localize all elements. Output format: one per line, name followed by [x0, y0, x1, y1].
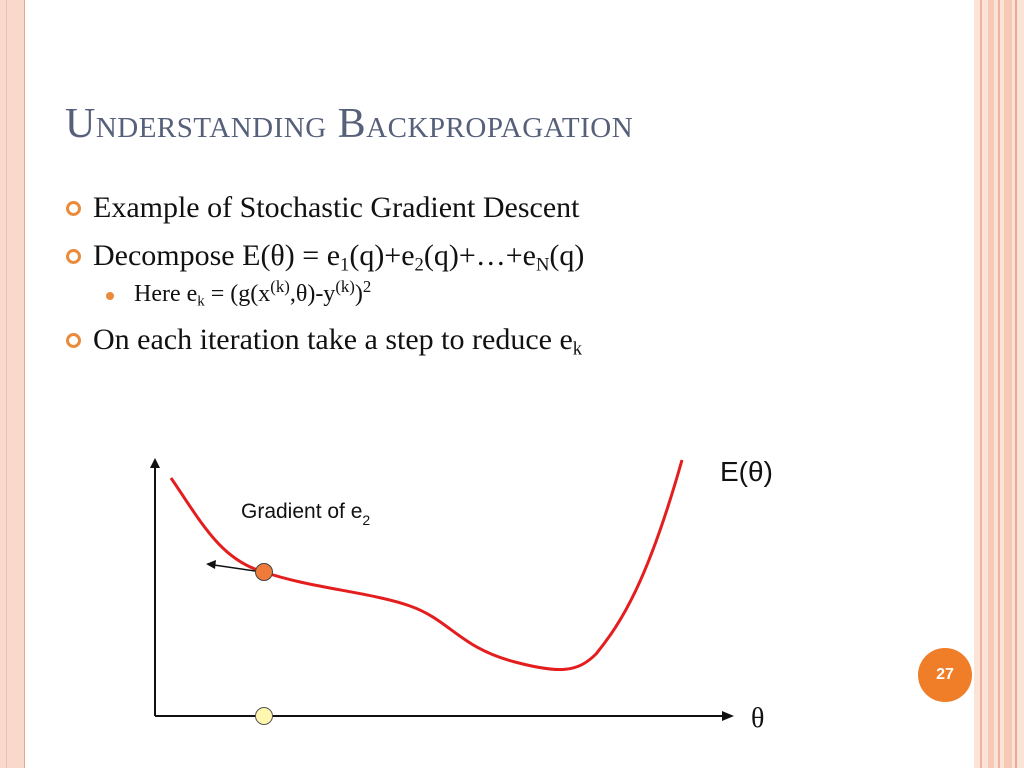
subscript: 1: [340, 254, 350, 276]
current-point-on-curve: [256, 564, 273, 581]
gradient-label: Gradient of $e_2$: [241, 500, 371, 528]
subscript: N: [535, 254, 550, 276]
x-axis-label: θ: [751, 703, 765, 734]
superscript: 2: [362, 276, 372, 296]
bullet-text: (q)+e: [349, 239, 415, 272]
curve-label: E(θ): [720, 456, 773, 487]
slide-title: Understanding Backpropagation: [65, 101, 634, 147]
superscript: (k): [335, 276, 355, 296]
subscript: 2: [414, 254, 424, 276]
bullet-text: ): [354, 281, 363, 307]
current-point-on-axis: [256, 708, 273, 725]
subscript: k: [572, 338, 583, 360]
bullet-text: On each iteration take a step to reduce e: [93, 323, 573, 356]
x-axis-arrowhead-icon: [722, 711, 734, 721]
subscript: k: [197, 293, 205, 310]
y-axis-arrowhead-icon: [150, 458, 160, 468]
bullet-text: (q)+…+e: [423, 239, 536, 272]
bullet-text: Example of Stochastic Gradient Descent: [93, 191, 580, 224]
superscript: (k): [270, 276, 290, 296]
gradient-arrowhead-icon: [206, 560, 216, 569]
bullet-text: = (g(x: [204, 281, 271, 307]
bullet-text: Decompose E(θ) = e: [93, 239, 341, 272]
error-curve: [171, 460, 682, 670]
bullet-text: (q): [549, 239, 585, 272]
bullet-text: ,θ)-y: [289, 281, 336, 307]
bullet-text: Here e: [134, 281, 198, 307]
page-number-badge: 27: [918, 648, 972, 702]
